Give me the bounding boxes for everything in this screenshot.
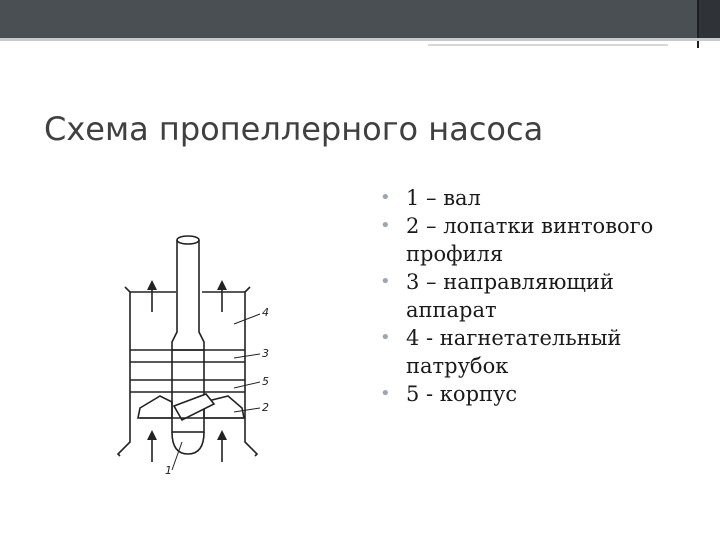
arrowhead-in-left [147,430,157,440]
leader-line-2 [234,408,260,412]
header-underline [0,38,720,41]
casing-right-wall [245,287,257,456]
header-bar-corner [697,0,720,38]
shaft-right [199,240,204,350]
bullet-item: • 4 - нагнетательный патрубок [380,326,622,378]
bullet-item: • 2 – лопатки винтового профиля [380,214,654,266]
leader-line-4 [234,314,260,324]
leader-line-1 [172,442,182,470]
diagram-label-4: 4 [262,306,269,319]
blade-left [138,396,172,418]
hub-nose [172,432,204,454]
diagram-label-2: 2 [262,401,269,414]
bullet-dot-icon: • [380,327,391,348]
arrowhead-in-right [217,430,227,440]
diagram-label-5: 5 [262,375,269,388]
bullet-dot-icon: • [380,383,391,404]
shaft-top [177,236,199,244]
header-accent-line [428,44,668,46]
shaft-left [172,240,177,350]
bullet-item: • 5 - корпус [380,382,518,406]
diagram-label-1: 1 [165,464,172,477]
bullet-dot-icon: • [380,271,391,292]
leader-line-5 [234,382,260,388]
bullet-dot-icon: • [380,215,391,236]
bullet-item: • 3 – направляющий аппарат [380,270,614,322]
arrowhead-out-right [217,280,227,290]
arrowhead-out-left [147,280,157,290]
bullet-list [380,184,710,408]
blade-center [174,394,214,420]
diagram-label-3: 3 [262,347,269,360]
bullet-item: • 1 – вал [380,186,481,210]
header-bar [0,0,720,38]
leader-line-3 [234,354,260,358]
propeller-pump-diagram [110,232,290,482]
bullet-dot-icon: • [380,187,391,208]
slide-title: Схема пропеллерного насоса [44,110,544,148]
casing-left-wall [118,287,130,456]
